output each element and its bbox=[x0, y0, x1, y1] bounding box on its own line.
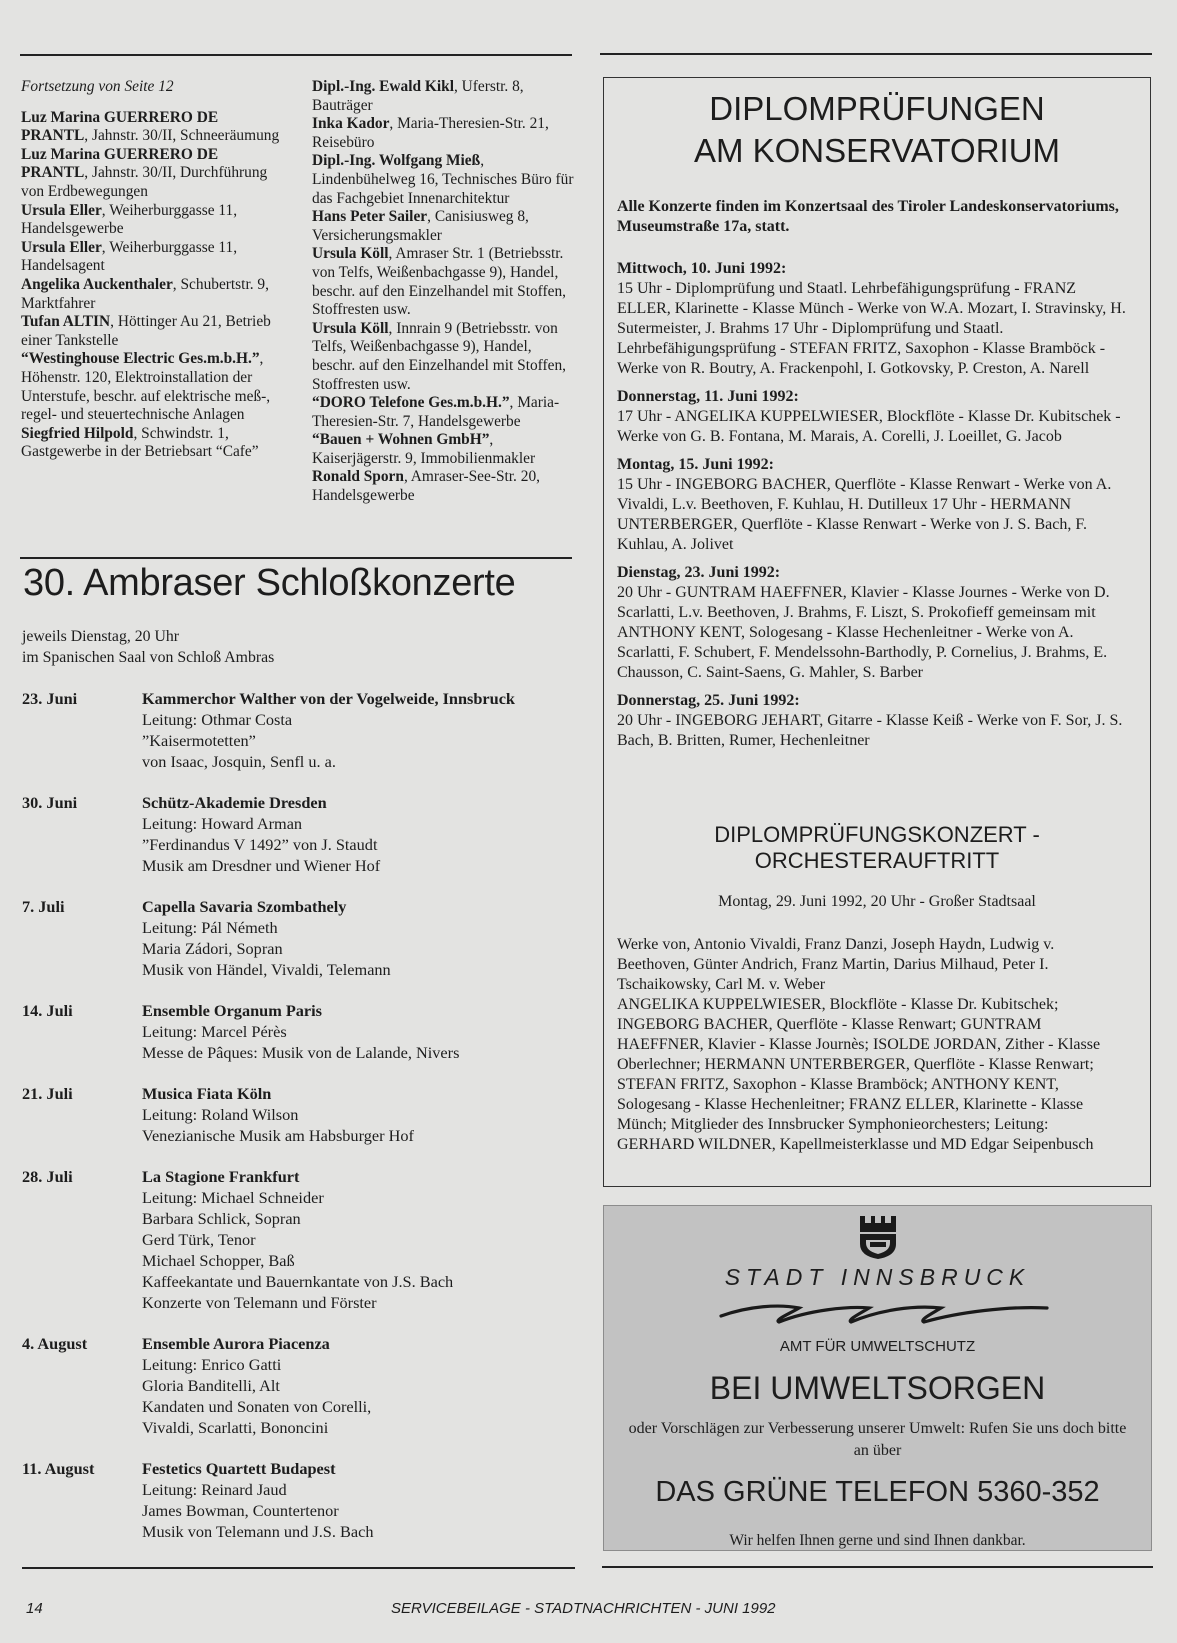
concert-details bbox=[142, 1333, 582, 1438]
registration-details: , Lindenbühelweg 16, Technisches Büro für das Fachgebiet Innenarchitektur bbox=[312, 152, 574, 207]
exam-day-program: 20 Uhr - INGEBORG JEHART, Gitarre - Klasse Keiß - Werke von F. Sor, J. S. Bach, B. Britten, Rumer, Hechenleitner bbox=[617, 712, 1123, 749]
concert-date: 11. August bbox=[22, 1459, 95, 1478]
innsbruck-department: AMT FÜR UMWELTSCHUTZ bbox=[779, 1338, 976, 1355]
entry-list-a bbox=[21, 109, 289, 462]
registration-name: Ursula Eller bbox=[21, 201, 102, 219]
registration-name: Dipl.-Ing. Ewald Kikl bbox=[312, 78, 454, 95]
top-rule-left bbox=[20, 54, 572, 56]
concert-date: 7. Juli bbox=[22, 897, 65, 916]
diplom-concert-heading-line2: ORCHESTERAUFTRITT bbox=[754, 848, 1000, 873]
concert-detail-line: Musik von Händel, Vivaldi, Telemann bbox=[142, 960, 391, 979]
exam-day-program: 15 Uhr - Diplomprüfung und Staatl. Lehrbefähigungsprüfung - FRANZ ELLER, Klarinette - Klasse Münch - Werke von W.A. Mozart, I. Stravinsky, H. Sutermeister, J. Brahms 17 Uhr - Diplomprüfung und Staatl. Lehrbefähigungsprüfung - STEFAN FRITZ, Saxophon - Klasse Bramböck - Werke von R. Boutry, A. Frackenpohl, I. Gotkovsky, P. Creston, A. Narell bbox=[617, 280, 1126, 377]
diplom-works bbox=[617, 935, 1129, 1155]
exam-day-heading: Dienstag, 23. Juni 1992: bbox=[617, 564, 781, 581]
diplom-days bbox=[617, 259, 1129, 759]
registration-entry bbox=[312, 245, 577, 319]
registration-details: , Innrain 9 (Betriebsstr. von Telfs, Weißenbachgasse 9), Handel, beschr. auf den Einzelhandel mit Stoffen, Stoffresten usw. bbox=[312, 319, 567, 393]
registration-details: , Uferstr. 8, Bauträger bbox=[312, 78, 524, 114]
innsbruck-city-name: STADT INNSBRUCK bbox=[724, 1264, 1031, 1290]
registration-details: , Amraser-See-Str. 20, Handelsgewerbe bbox=[312, 468, 540, 505]
river-wave-icon bbox=[719, 1296, 1049, 1330]
exam-day bbox=[617, 563, 1129, 683]
concert-date: 30. Juni bbox=[22, 793, 78, 812]
registration-name: “Bauen + Wohnen GmbH” bbox=[312, 431, 490, 449]
concert-details bbox=[142, 1166, 582, 1313]
concert-row bbox=[22, 1458, 582, 1542]
registration-name: Dipl.-Ing. Wolfgang Mieß bbox=[312, 152, 481, 170]
registration-details: , Canisiusweg 8, Versicherungsmakler bbox=[312, 208, 529, 244]
concert-details bbox=[142, 688, 582, 772]
concert-detail-line: Leitung: Michael Schneider bbox=[142, 1188, 324, 1207]
exam-day bbox=[617, 387, 1129, 447]
top-rule-right bbox=[600, 53, 1152, 55]
diplom-title bbox=[604, 88, 1150, 172]
concert-row bbox=[22, 1083, 582, 1146]
diplom-intro: Alle Konzerte finden im Konzertsaal des Tiroler Landeskonservatoriums, Museumstraße 17a, statt. bbox=[617, 198, 1119, 235]
concert-row bbox=[22, 792, 582, 876]
diplom-title-line2: AM KONSERVATORIUM bbox=[693, 132, 1061, 169]
exam-day-heading: Montag, 15. Juni 1992: bbox=[617, 456, 774, 473]
concert-detail-line: Venezianische Musik am Habsburger Hof bbox=[142, 1126, 414, 1145]
innsbruck-text: oder Vorschlägen zur Verbesserung unserer Umwelt: Rufen Sie uns doch bitte an über bbox=[628, 1420, 1127, 1459]
footer-text: SERVICEBEILAGE - STADTNACHRICHTEN - JUNI 1992 bbox=[391, 1600, 776, 1617]
registration-entry bbox=[21, 313, 289, 350]
concert-date: 23. Juni bbox=[22, 689, 78, 708]
concert-date: 4. August bbox=[22, 1334, 88, 1353]
registration-details: , Maria-Theresien-Str. 7, Handelsgewerbe bbox=[312, 394, 560, 430]
registration-name: Tufan ALTIN bbox=[21, 313, 111, 331]
registration-entry bbox=[312, 208, 577, 245]
registration-entry bbox=[21, 202, 289, 239]
registration-details: , Weiherburggasse 11, Handelsgewerbe bbox=[21, 201, 238, 238]
concert-detail-line: ”Kaisermotetten” bbox=[142, 731, 256, 750]
registration-details: , Schubertstr. 9, Marktfahrer bbox=[21, 275, 269, 312]
concert-ensemble: Festetics Quartett Budapest bbox=[142, 1459, 336, 1478]
registration-entry bbox=[312, 78, 577, 115]
concert-ensemble: Musica Fiata Köln bbox=[142, 1084, 272, 1103]
concert-detail-line: Leitung: Marcel Pérès bbox=[142, 1022, 287, 1041]
registration-entry bbox=[312, 320, 577, 394]
registration-name: Siegfried Hilpold bbox=[21, 424, 134, 442]
concert-detail-line: Leitung: Roland Wilson bbox=[142, 1105, 299, 1124]
concert-detail-line: Leitung: Howard Arman bbox=[142, 814, 303, 833]
registration-details: , Jahnstr. 30/II, Durchführung von Erdbewegungen bbox=[21, 164, 268, 200]
concert-detail-line: Musik von Telemann und J.S. Bach bbox=[142, 1522, 374, 1541]
exam-day-heading: Donnerstag, 25. Juni 1992: bbox=[617, 692, 800, 709]
concert-series-title: 30. Ambraser Schloßkonzerte bbox=[23, 562, 516, 604]
mid-rule-left bbox=[20, 557, 572, 559]
concert-ensemble: Ensemble Aurora Piacenza bbox=[142, 1334, 330, 1353]
concert-detail-line: James Bowman, Countertenor bbox=[142, 1501, 339, 1520]
registration-name: Ronald Sporn bbox=[312, 468, 404, 486]
registrations-column-left bbox=[21, 78, 289, 462]
concert-details bbox=[142, 1458, 582, 1542]
registration-entry bbox=[21, 146, 289, 202]
concert-detail-line: Leitung: Reinard Jaud bbox=[142, 1480, 287, 1499]
concert-details bbox=[142, 1083, 582, 1146]
diplom-concert-heading-line1: DIPLOMPRÜFUNGSKONZERT - bbox=[714, 822, 1040, 847]
registration-entry bbox=[312, 394, 577, 431]
concert-detail-line: Messe de Pâques: Musik von de Lalande, Nivers bbox=[142, 1043, 460, 1062]
registration-entry bbox=[21, 276, 289, 313]
concert-details bbox=[142, 896, 582, 980]
registration-name: Ursula Köll bbox=[312, 245, 389, 263]
concert-ensemble: Ensemble Organum Paris bbox=[142, 1001, 323, 1020]
registration-name: Hans Peter Sailer bbox=[312, 208, 428, 226]
concert-detail-line: Gloria Banditelli, Alt bbox=[142, 1376, 280, 1395]
registration-name: Angelika Auckenthaler bbox=[21, 275, 173, 293]
registration-details: , Höttinger Au 21, Betrieb einer Tankstelle bbox=[21, 313, 271, 349]
innsbruck-crest-icon bbox=[856, 1214, 900, 1260]
concert-row bbox=[22, 1333, 582, 1438]
registration-entry bbox=[312, 431, 577, 468]
registration-details: , Weiherburggasse 11, Handelsagent bbox=[21, 238, 238, 275]
concert-detail-line: Leitung: Enrico Gatti bbox=[142, 1355, 282, 1374]
registration-details: , Kaiserjägerstr. 9, Immobilienmakler bbox=[312, 431, 536, 467]
concert-detail-line: Maria Zádori, Sopran bbox=[142, 939, 283, 958]
registrations-column-right bbox=[312, 78, 577, 506]
registration-entry bbox=[21, 425, 289, 462]
concert-details bbox=[142, 792, 582, 876]
concert-detail-line: Gerd Türk, Tenor bbox=[142, 1230, 256, 1249]
concert-intro bbox=[22, 626, 274, 668]
registration-entry bbox=[312, 468, 577, 505]
registration-name: “Westinghouse Electric Ges.m.b.H.” bbox=[21, 350, 260, 368]
exam-day bbox=[617, 455, 1129, 555]
bottom-rule-left bbox=[22, 1567, 575, 1569]
registration-details: , Jahnstr. 30/II, Schneeräumung bbox=[84, 127, 280, 145]
diplom-title-line1: DIPLOMPRÜFUNGEN bbox=[709, 90, 1045, 127]
concert-detail-line: Konzerte von Telemann und Förster bbox=[142, 1293, 377, 1312]
concert-detail-line: Michael Schopper, Baß bbox=[142, 1251, 295, 1270]
diplom-works-composers: Werke von, Antonio Vivaldi, Franz Danzi, Joseph Haydn, Ludwig v. Beethoven, Günter Andrich, Franz Martin, Darius Milhaud, Peter I. Tschaikowsky, Carl M. v. Weber bbox=[617, 936, 1055, 993]
concert-date: 21. Juli bbox=[22, 1084, 73, 1103]
registration-entry bbox=[21, 109, 289, 146]
exam-day-program: 20 Uhr - GUNTRAM HAEFFNER, Klavier - Klasse Journes - Werke von D. Scarlatti, L.v. Beethoven, J. Brahms, F. Liszt, S. Prokofieff gemeinsam mit ANTHONY KENT, Sologesang - Klasse Hechenleitner - Werke von A. Scarlatti, F. Schubert, F. Mendelssohn-Barthodly, P. Cornelius, J. Brahms, E. Chausson, C. Saint-Saens, G. Mahler, S. Barber bbox=[617, 584, 1110, 681]
innsbruck-headline: BEI UMWELTSORGEN bbox=[709, 1370, 1046, 1406]
innsbruck-thanks: Wir helfen Ihnen gerne und sind Ihnen dankbar. bbox=[729, 1532, 1026, 1549]
diplom-works-performers: ANGELIKA KUPPELWIESER, Blockflöte - Klasse Dr. Kubitschek; INGEBORG BACHER, Querflöte - Klasse Renwart; GUNTRAM HAEFFNER, Klavier - Klasse Journès; ISOLDE JORDAN, Zither - Klasse Oberlechner; HERMANN UNTERBERGER, Querflöte - Klasse Renwart; STEFAN FRITZ, Saxophon - Klasse Bramböck; ANTHONY KENT, Sologesang - Klasse Hechenleitner; FRANZ ELLER, Klarinette - Klasse Münch; Mitglieder des Innsbrucker Symphonieorchesters; Leitung: GERHARD WILDNER, Kapellmeisterklasse und MD Edgar Seipenbusch bbox=[617, 996, 1101, 1153]
innsbruck-phone: DAS GRÜNE TELEFON 5360-352 bbox=[655, 1476, 1100, 1508]
innsbruck-ad-box bbox=[603, 1205, 1152, 1551]
concert-list bbox=[22, 688, 582, 1562]
registration-entry bbox=[21, 350, 289, 424]
registration-name: Luz Marina GUERRERO DE PRANTL bbox=[21, 145, 219, 182]
concert-detail-line: von Isaac, Josquin, Senfl u. a. bbox=[142, 752, 336, 771]
concert-detail-line: Vivaldi, Scarlatti, Bononcini bbox=[142, 1418, 329, 1437]
concert-ensemble: Schütz-Akademie Dresden bbox=[142, 793, 327, 812]
concert-ensemble: La Stagione Frankfurt bbox=[142, 1167, 300, 1186]
registration-details: , Maria-Theresien-Str. 21, Reisebüro bbox=[312, 115, 549, 151]
registration-entry bbox=[312, 152, 577, 208]
bottom-rule-right bbox=[602, 1566, 1153, 1568]
continuation-note: Fortsetzung von Seite 12 bbox=[21, 78, 174, 95]
registration-details: , Schwindstr. 1, Gastgewerbe in der Betriebsart “Cafe” bbox=[21, 424, 259, 461]
diplom-concert-heading bbox=[604, 822, 1150, 874]
registration-name: Ursula Eller bbox=[21, 238, 102, 256]
concert-detail-line: Leitung: Pál Németh bbox=[142, 918, 278, 937]
exam-day bbox=[617, 259, 1129, 379]
exam-day-heading: Mittwoch, 10. Juni 1992: bbox=[617, 260, 787, 277]
concert-intro-line2: im Spanischen Saal von Schloß Ambras bbox=[22, 649, 275, 666]
diplom-box bbox=[603, 77, 1151, 1187]
concert-row bbox=[22, 1166, 582, 1313]
concert-ensemble: Capella Savaria Szombathely bbox=[142, 897, 347, 916]
registration-details: , Höhenstr. 120, Elektroinstallation der Unterstufe, beschr. auf elektrische meß-, regel- und steuertechnische Anlagen bbox=[21, 350, 271, 424]
page-number: 14 bbox=[26, 1600, 43, 1617]
concert-details bbox=[142, 1000, 582, 1063]
exam-day-program: 17 Uhr - ANGELIKA KUPPELWIESER, Blockflöte - Klasse Dr. Kubitschek - Werke von G. B. Fontana, M. Marais, A. Corelli, J. Loeillet, G. Jacob bbox=[617, 408, 1121, 445]
diplom-concert-date: Montag, 29. Juni 1992, 20 Uhr - Großer Stadtsaal bbox=[718, 893, 1036, 910]
concert-detail-line: ”Ferdinandus V 1492” von J. Staudt bbox=[142, 835, 378, 854]
registration-name: Ursula Köll bbox=[312, 319, 389, 337]
concert-detail-line: Leitung: Othmar Costa bbox=[142, 710, 293, 729]
registration-details: , Amraser Str. 1 (Betriebsstr. von Telfs, Weißenbachgasse 9), Handel, beschr. auf den Einzelhandel mit Stoffen, Stoffresten usw. bbox=[312, 245, 567, 319]
exam-day bbox=[617, 691, 1129, 751]
registration-name: Inka Kador bbox=[312, 115, 390, 133]
concert-row bbox=[22, 1000, 582, 1063]
exam-day-heading: Donnerstag, 11. Juni 1992: bbox=[617, 388, 799, 405]
exam-day-program: 15 Uhr - INGEBORG BACHER, Querflöte - Klasse Renwart - Werke von A. Vivaldi, L.v. Beethoven, F. Kuhlau, H. Dutilleux 17 Uhr - HERMANN UNTERBERGER, Querflöte - Klasse Renwart - Werke von J. S. Bach, F. Kuhlau, A. Jolivet bbox=[617, 476, 1112, 553]
concert-ensemble: Kammerchor Walther von der Vogelweide, Innsbruck bbox=[142, 689, 515, 708]
concert-detail-line: Kaffeekantate und Bauernkantate von J.S. Bach bbox=[142, 1272, 454, 1291]
concert-row bbox=[22, 896, 582, 980]
concert-detail-line: Musik am Dresdner und Wiener Hof bbox=[142, 856, 381, 875]
concert-detail-line: Barbara Schlick, Sopran bbox=[142, 1209, 301, 1228]
entry-list-b bbox=[312, 78, 577, 506]
registration-entry bbox=[312, 115, 577, 152]
concert-row bbox=[22, 688, 582, 772]
concert-intro-line1: jeweils Dienstag, 20 Uhr bbox=[22, 628, 180, 645]
registration-entry bbox=[21, 239, 289, 276]
registration-name: Luz Marina GUERRERO DE PRANTL bbox=[21, 108, 219, 145]
concert-date: 14. Juli bbox=[22, 1001, 73, 1020]
concert-date: 28. Juli bbox=[22, 1167, 73, 1186]
registration-name: “DORO Telefone Ges.m.b.H.” bbox=[312, 394, 510, 412]
concert-detail-line: Kandaten und Sonaten von Corelli, bbox=[142, 1397, 372, 1416]
